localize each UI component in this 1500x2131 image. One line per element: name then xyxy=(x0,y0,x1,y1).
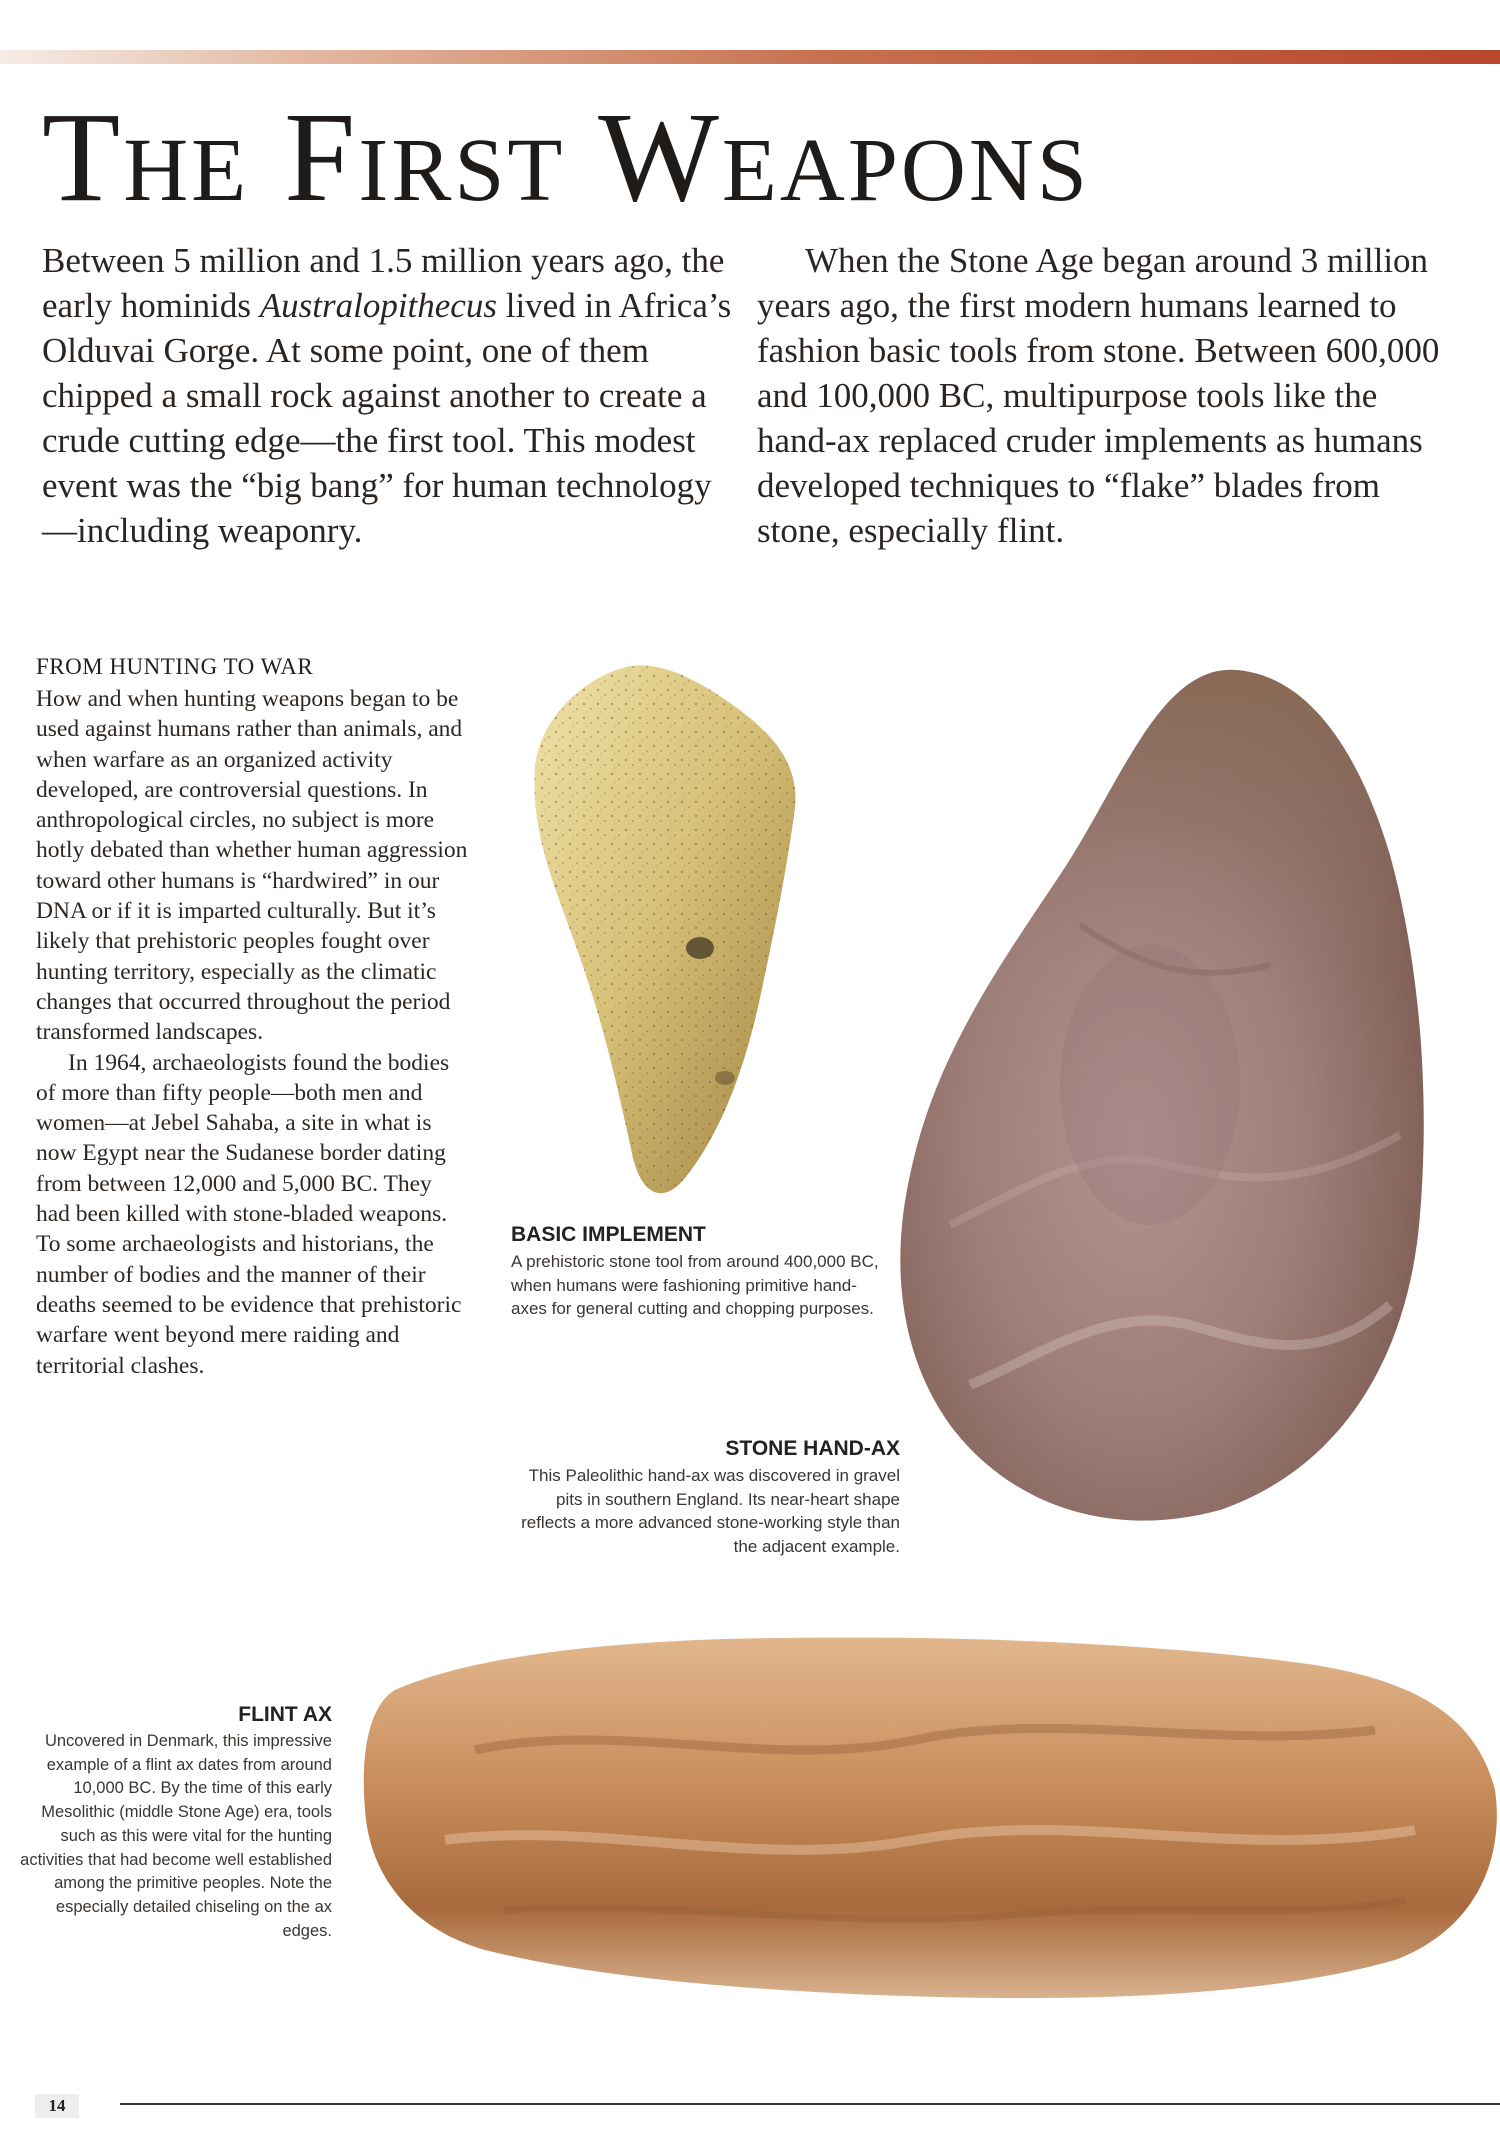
sidebar-p2-part2: . They had been killed with stone-bladed weapons. To some archaeologists and historians, the number of bodies and the manner of their deaths seemed to be evidence that prehistoric warfare went beyond mere raiding and territorial clashes. xyxy=(36,1170,462,1379)
intro-right-part1: When the Stone Age began around 3 million years ago, the first modern humans learned to fashion basic tools from stone. Between 600,000 and 100,000 xyxy=(757,241,1440,415)
caption-title: STONE HAND-AX xyxy=(725,1437,900,1460)
caption-title: FLINT AX xyxy=(238,1703,332,1726)
caption-title: BASIC IMPLEMENT xyxy=(511,1223,706,1246)
sidebar-p2-part1: In 1964, archaeologists found the bodies of more than fifty people—both men and women—at Jebel Sahaba, a site in what is now Egypt near the Sudanese border dating from between 12,000 and 5,000 xyxy=(36,1049,450,1197)
caption-part2: . By the time of this early Mesolithic (middle Stone Age) era, tools such as this were vital for the hunting activities that had become well established among the primitive peoples. Note the especially detailed chiseling on the ax edges. xyxy=(20,1779,332,1940)
era-abbreviation: BC xyxy=(128,1779,152,1798)
caption-text xyxy=(511,1250,881,1321)
basic-implement-photo xyxy=(525,658,805,1203)
flint-ax-caption xyxy=(20,1702,332,1943)
intro-right-paragraph xyxy=(757,238,1457,553)
intro-left-part1: Between 5 million and 1.5 million years ago, the early hominids xyxy=(42,241,725,325)
intro-right-part2: , multipurpose tools like the hand-ax replaced cruder implements as humans developed techniques to “flake” blades from stone, especially flint. xyxy=(757,376,1423,550)
stone-hand-ax-photo xyxy=(890,665,1435,1525)
sidebar-paragraph-1: How and when hunting weapons began to be used against humans rather than animals, and when warfare as an organized activity developed, are controversial questions. In anthropological circles, no subject is more hotly debated than whether human aggression toward other humans is “hardwired” in our DNA or if it is imparted culturally. But it’s likely that prehistoric peoples fought over hunting territory, especially as the climatic changes that occurred throughout the period transformed landscapes. xyxy=(36,686,468,1046)
era-abbreviation: BC xyxy=(850,1252,874,1271)
basic-implement-caption xyxy=(511,1222,881,1321)
species-name: Australopithecus xyxy=(259,286,497,325)
sidebar-heading: FROM HUNTING TO WAR xyxy=(36,654,314,679)
intro-left-part2: lived in Africa’s Olduvai Gorge. At some point, one of them chipped a small rock against another to create a crude cutting edge—the first tool. This modest event was the “big bang” for human technology—including weaponry. xyxy=(42,286,732,550)
page-number: 14 xyxy=(35,2094,79,2118)
intro-left-paragraph xyxy=(42,238,732,553)
top-color-rule xyxy=(0,50,1500,64)
sidebar-paragraph-2 xyxy=(36,1048,468,1381)
era-abbreviation: BC xyxy=(340,1170,373,1197)
flint-ax-photo xyxy=(355,1630,1500,2005)
caption-text: This Paleolithic hand-ax was discovered in gravel pits in southern England. Its near-heart shape reflects a more advanced stone-working style than the adjacent example. xyxy=(521,1466,900,1556)
footer-rule xyxy=(120,2103,1500,2105)
caption-part2: , when humans were fashioning primitive hand-axes for general cutting and chopping purposes. xyxy=(511,1252,879,1318)
caption-part1: Uncovered in Denmark, this impressive example of a flint ax dates from around 10,000 xyxy=(44,1732,332,1798)
caption-text xyxy=(20,1730,332,1943)
caption-part1: A prehistoric stone tool from around 400,000 xyxy=(511,1252,851,1271)
page-title: The First Weapons xyxy=(42,86,1090,228)
sidebar-hunting-to-war xyxy=(36,652,468,1381)
stone-hand-ax-caption xyxy=(520,1436,900,1558)
era-abbreviation: BC xyxy=(938,376,986,415)
